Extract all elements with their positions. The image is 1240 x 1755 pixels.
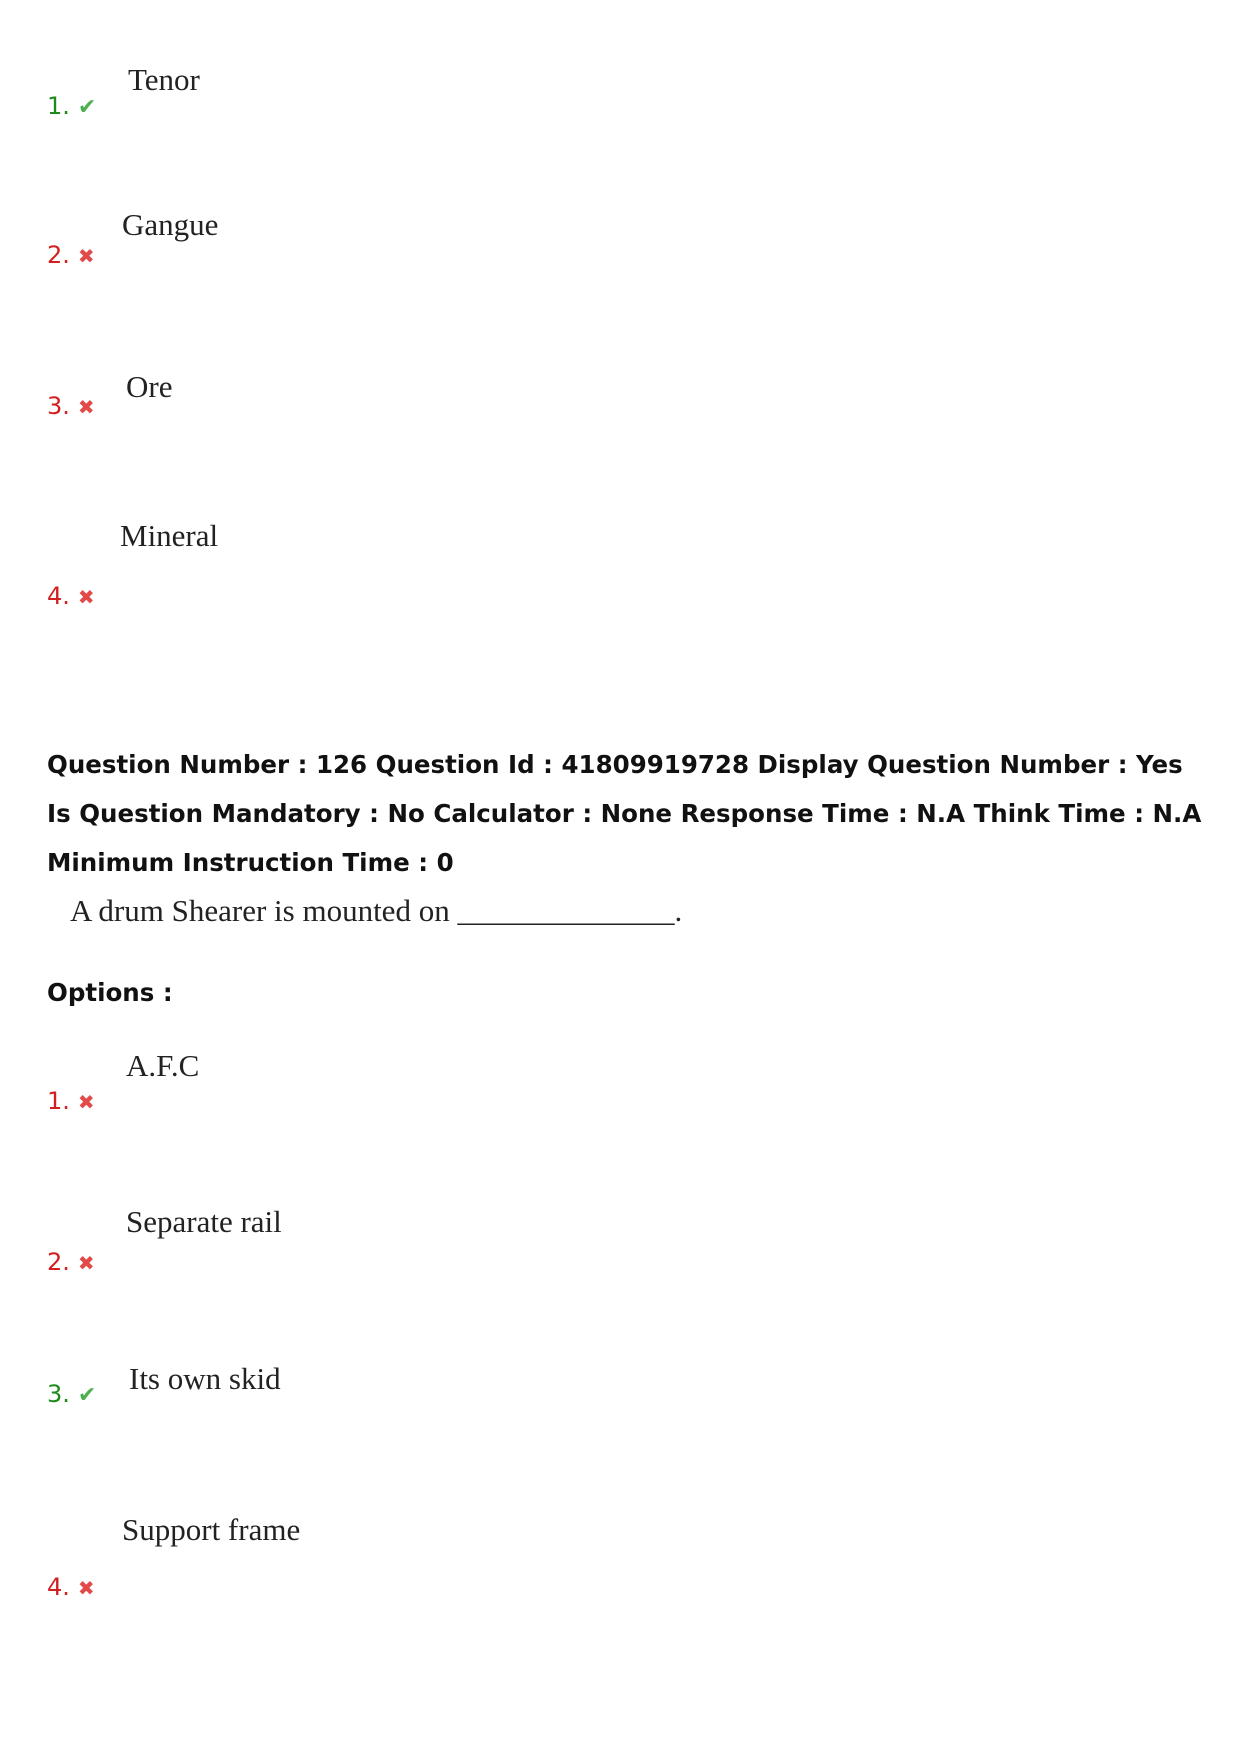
option-number: 3. ✔ xyxy=(47,1380,97,1408)
option-text: Separate rail xyxy=(126,1204,282,1239)
cross-icon: ✖ xyxy=(77,1090,95,1114)
option-text: Gangue xyxy=(122,207,219,242)
option-number: 4. ✖ xyxy=(47,582,95,610)
cross-icon: ✖ xyxy=(77,1251,95,1275)
option-number: 1. ✔ xyxy=(47,92,97,120)
option-text: Ore xyxy=(126,369,173,404)
question-text: A drum Shearer is mounted on ______________. xyxy=(70,893,683,928)
option-text: A.F.C xyxy=(126,1048,200,1083)
cross-icon: ✖ xyxy=(77,395,95,419)
option-text: Its own skid xyxy=(129,1361,281,1396)
check-icon: ✔ xyxy=(77,1382,97,1408)
option-number: 1. ✖ xyxy=(47,1087,95,1115)
option-text: Support frame xyxy=(122,1512,301,1547)
option-text: Tenor xyxy=(128,62,200,97)
option-number: 2. ✖ xyxy=(47,241,95,269)
cross-icon: ✖ xyxy=(77,585,95,609)
option-text: Mineral xyxy=(120,518,219,553)
option-number: 2. ✖ xyxy=(47,1248,95,1276)
option-number: 4. ✖ xyxy=(47,1573,95,1601)
cross-icon: ✖ xyxy=(77,1576,95,1600)
check-icon: ✔ xyxy=(77,94,97,120)
cross-icon: ✖ xyxy=(77,244,95,268)
option-number: 3. ✖ xyxy=(47,392,95,420)
question-metadata: Question Number : 126 Question Id : 41809919728 Display Question Number : Yes Is Question Mandatory : No Calculator : None Response Time : N.A Think Time : N.A Minimum Instruction Time : 0 xyxy=(47,750,1202,877)
options-label: Options : xyxy=(47,978,173,1007)
